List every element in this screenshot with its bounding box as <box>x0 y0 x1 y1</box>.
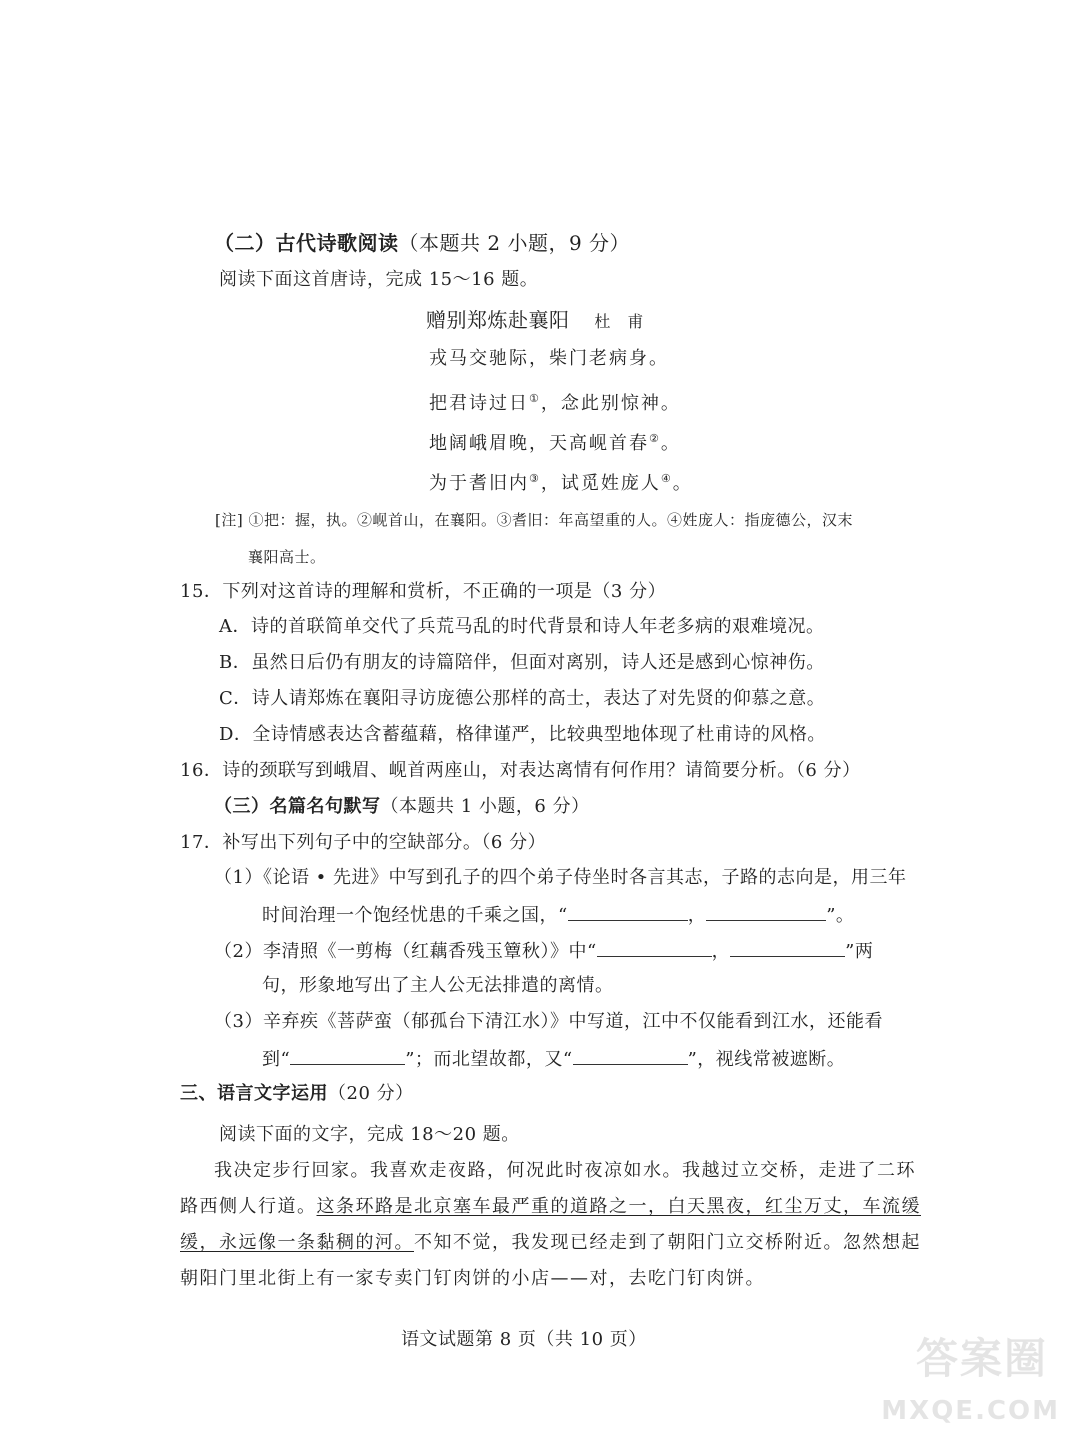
answer-blank[interactable] <box>597 938 712 957</box>
watermark-logo <box>860 1336 1060 1426</box>
question-16-stem: 16．诗的颈联写到峨眉、岘首两座山，对表达离情有何作用？请简要分析。（6 分） <box>180 760 861 781</box>
part-3-instruction: 阅读下面的文字，完成 18～20 题。 <box>219 1124 520 1145</box>
passage-line-1: 我决定步行回家。我喜欢走夜路，何况此时夜凉如水。我越过立交桥，走进了二环 <box>214 1160 916 1181</box>
underlined-sentence: 缓，永远像一条黏稠的河。 <box>180 1232 414 1253</box>
question-17-part-1-line-2: 时间治理一个饱经忧患的千乘之国，“ ， ”。 <box>262 902 854 928</box>
poem-note-line-2: 襄阳高士。 <box>248 548 326 566</box>
question-17-part-1-line-1: （1）《论语 • 先进》中写到孔子的四个弟子侍坐时各言其志，子路的志向是，用三年 <box>214 867 907 888</box>
answer-blank[interactable] <box>706 902 826 921</box>
question-17-part-3-line-1: （3）辛弃疾《菩萨蛮（郁孤台下清江水）》中写道，江中不仅能看到江水，还能看 <box>214 1011 883 1032</box>
poem-line-1: 戎马交驰际，柴门老病身。 <box>429 348 669 369</box>
question-17-part-2-line-1: （2）李清照《一剪梅（红藕香残玉簟秋）》中“ ， ”两 <box>214 938 873 964</box>
poem-line-2: 把君诗过日①，念此别惊神。 <box>429 392 681 414</box>
question-15-option-d: D．全诗情感表达含蓄蕴藉，格律谨严，比较典型地体现了杜甫诗的风格。 <box>219 724 826 745</box>
passage-line-2: 路西侧人行道。这条环路是北京塞车最严重的道路之一，白天黑夜，红尘万丈，车流缓 <box>180 1196 921 1217</box>
poem-title-row <box>426 308 644 334</box>
poem-title: 赠别郑炼赴襄阳 <box>426 308 570 332</box>
answer-blank[interactable] <box>568 902 688 921</box>
section-2-instruction: 阅读下面这首唐诗，完成 15～16 题。 <box>219 269 539 290</box>
answer-blank[interactable] <box>573 1046 688 1065</box>
watermark-text-top: 答案圈 <box>915 1334 1048 1383</box>
poem-note-line-1: [注] ①把：握，执。②岘首山，在襄阳。③耆旧：年高望重的人。④姓庞人：指庞德公，汉末 <box>215 511 853 529</box>
question-15-option-a: A．诗的首联简单交代了兵荒马乱的时代背景和诗人年老多病的艰难境况。 <box>219 616 825 637</box>
poem-line-3: 地阔峨眉晚，天高岘首春②。 <box>429 432 681 454</box>
passage-line-3: 缓，永远像一条黏稠的河。不知不觉，我发现已经走到了朝阳门立交桥附近。忽然想起 <box>180 1232 921 1253</box>
question-15-option-b: B．虽然日后仍有朋友的诗篇陪伴，但面对离别，诗人还是感到心惊神伤。 <box>219 652 825 673</box>
passage-line-4: 朝阳门里北街上有一家专卖门钉肉饼的小店——对，去吃门钉肉饼。 <box>180 1268 765 1289</box>
watermark-text-bottom: MXQE.COM <box>881 1396 1060 1426</box>
section-2-heading: （二）古代诗歌阅读（本题共 2 小题，9 分） <box>214 231 631 255</box>
answer-blank[interactable] <box>290 1046 405 1065</box>
poem-line-4: 为于耆旧内③，试觅姓庞人④。 <box>429 472 693 494</box>
question-15-stem: 15．下列对这首诗的理解和赏析，不正确的一项是（3 分） <box>180 581 667 602</box>
question-15-option-c: C．诗人请郑炼在襄阳寻访庞德公那样的高士，表达了对先贤的仰慕之意。 <box>219 688 826 709</box>
part-3-heading: 三、语言文字运用（20 分） <box>180 1083 414 1104</box>
section-2-meta: （本题共 2 小题，9 分） <box>398 231 631 255</box>
question-17-part-3-line-2: 到“ ”；而北望故都，又“ ”，视线常被遮断。 <box>262 1046 845 1072</box>
question-17-part-2-line-2: 句，形象地写出了主人公无法排遣的离情。 <box>262 975 614 996</box>
poem-author: 杜 甫 <box>594 312 644 331</box>
underlined-sentence: 这条环路是北京塞车最严重的道路之一，白天黑夜，红尘万丈，车流缓 <box>316 1196 921 1217</box>
part-3-meta: （20 分） <box>328 1083 414 1104</box>
section-3-heading: （三）名篇名句默写（本题共 1 小题，6 分） <box>214 796 590 817</box>
section-3-meta: （本题共 1 小题，6 分） <box>380 796 590 817</box>
question-17-stem: 17．补写出下列句子中的空缺部分。（6 分） <box>180 832 547 853</box>
page-footer: 语文试题第 8 页（共 10 页） <box>401 1329 647 1350</box>
answer-blank[interactable] <box>730 938 845 957</box>
